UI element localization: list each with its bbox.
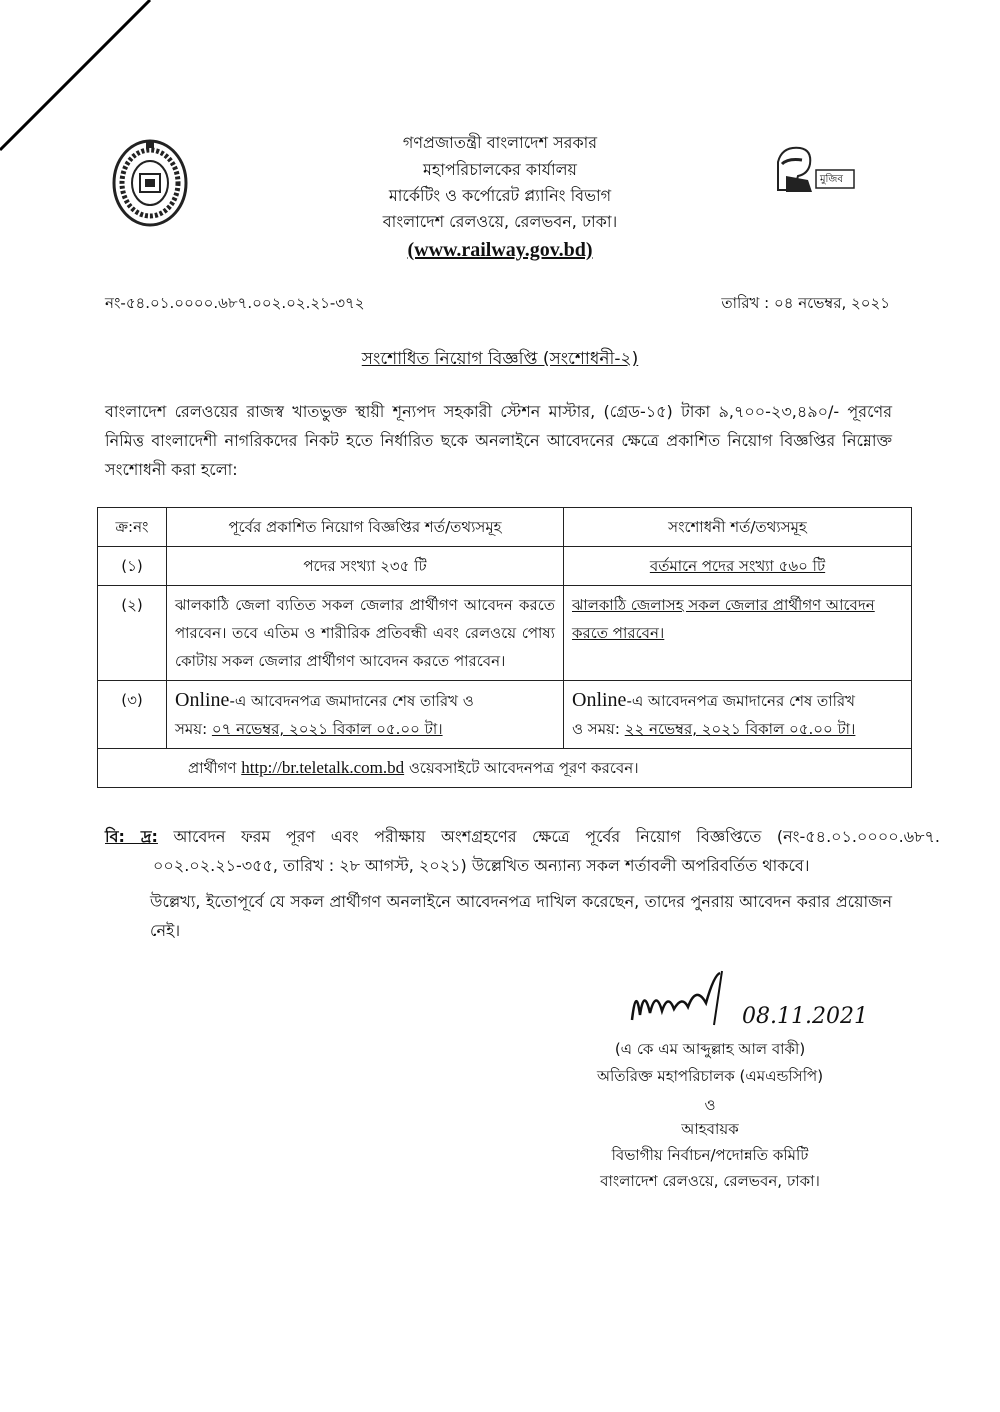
row-previous: ঝালকাঠি জেলা ব্যতিত সকল জেলার প্রার্থীগণ আবেদন করতে পারবেন। তবে এতিম ও শারীরিক প্রতিবন্ধী এবং রেলওয়ে পোষ্য কোটায় সকল জেলার প্রার্থীগণ আবেদন করতে পারবেন।: [167, 586, 564, 681]
row-previous: Online-এ আবেদনপত্র জমাদানের শেষ তারিখ ও সময়: ০৭ নভেম্বর, ২০২১ বিকাল ০৫.০০ টা।: [167, 681, 564, 749]
handwritten-signature: [610, 965, 900, 1040]
signatory-name: (এ কে এম আব্দুল্লাহ আল বাকী): [614, 1040, 806, 1058]
signatory-conjunction: ও: [704, 1096, 716, 1114]
table-row: [98, 681, 912, 749]
row-revised: বর্তমানে পদের সংখ্যা ৫৬০ টি: [649, 557, 826, 575]
row-revised: Online-এ আবেদনপত্র জমাদানের শেষ তারিখ ও সময়: ২২ নভেম্বর, ২০২১ বিকাল ০৫.০০ টা।: [564, 681, 912, 749]
table-header-row: [98, 508, 912, 547]
table-row: [98, 547, 912, 586]
signature-date: 08.11.2021: [742, 1004, 868, 1029]
office-name: মহাপরিচালকের কার্যালয়: [423, 160, 577, 179]
department-name: মার্কেটিং ও কর্পোরেট প্ল্যানিং বিভাগ: [388, 186, 612, 205]
row-serial: (২): [98, 586, 167, 681]
table-row: [98, 586, 912, 681]
table-footer-row: [98, 749, 912, 788]
govt-name: গণপ্রজাতন্ত্রী বাংলাদেশ সরকার: [402, 133, 598, 152]
intro-paragraph: বাংলাদেশ রেলওয়ের রাজস্ব খাতভুক্ত স্থায়ী শূন্যপদ সহকারী স্টেশন মাস্টার, (গ্রেড-১৫) টাকা ৯,৭০০-২৩,৪৯০/- পূরণের নিমিত্ত বাংলাদেশী নাগরিকদের নিকট হতে নির্ধারিত ছকে অনলাইনে আবেদনের ক্ষেত্রে প্রকাশিত নিয়োগ বিজ্ঞপ্তির নিম্নোক্ত সংশোধনী করা হলো:: [105, 402, 892, 479]
mujib-badge-text: মুজিব: [820, 174, 843, 185]
row-previous: পদের সংখ্যা ২৩৫ টি: [167, 547, 564, 586]
signatory-office: বাংলাদেশ রেলওয়ে, রেলভবন, ঢাকা।: [600, 1172, 820, 1190]
note-text: আবেদন ফরম পূরণ এবং পরীক্ষায় অংশগ্রহণের ক্ষেত্রে পূর্বের নিয়োগ বিজ্ঞপ্তিতে (নং-৫৪.০১.০০০০.৬৮৭. ০০২.০২.২১-৩৫৫, তারিখ : ২৮ আগস্ট, ২০২১) উল্লেখিত অন্যান্য সকল শর্তাবলী অপরিবর্তিত থাকবে।: [153, 827, 940, 875]
memo-date: তারিখ : ০৪ নভেম্বর, ২০২১: [721, 294, 890, 312]
note-paragraph: [105, 822, 940, 880]
header-previous: পূর্বের প্রকাশিত নিয়োগ বিজ্ঞপ্তির শর্ত/তথ্যসমূহ: [167, 508, 564, 547]
note-label: বি: দ্র:: [105, 827, 158, 846]
row-serial: (৩): [98, 681, 167, 749]
signatory-committee: বিভাগীয় নির্বাচন/পদোন্নতি কমিটি: [611, 1146, 809, 1164]
signatory-role: আহবায়ক: [681, 1120, 739, 1138]
row-serial: (১): [98, 547, 167, 586]
notice-title: সংশোধিত নিয়োগ বিজ্ঞপ্তি (সংশোধনী-২): [361, 349, 639, 369]
website-link[interactable]: (www.railway.gov.bd): [407, 239, 593, 261]
apply-instruction: প্রার্থীগণ http://br.teletalk.com.bd ওয়েবসাইটে আবেদনপত্র পূরণ করবেন।: [98, 749, 912, 788]
remark-paragraph: উল্লেখ্য, ইতোপূর্বে যে সকল প্রার্থীগণ অনলাইনে আবেদনপত্র দাখিল করেছেন, তাদের পুনরায় আবেদন করার প্রয়োজন নেই।: [150, 892, 892, 940]
teletalk-link[interactable]: http://br.teletalk.com.bd: [241, 758, 405, 777]
header-serial: ক্র:নং: [98, 508, 167, 547]
amendment-table: [97, 507, 912, 788]
memo-number: নং-৫৪.০১.০০০০.৬৮৭.০০২.০২.২১-৩৭২: [105, 294, 365, 312]
header-revised: সংশোধনী শর্ত/তথ্যসমূহ: [564, 508, 912, 547]
row-revised: ঝালকাঠি জেলাসহ সকল জেলার প্রার্থীগণ আবেদন করতে পারবেন।: [572, 596, 875, 642]
organization-address: বাংলাদেশ রেলওয়ে, রেলভবন, ঢাকা।: [382, 212, 618, 231]
signatory-designation: অতিরিক্ত মহাপরিচালক (এমএন্ডসিপি): [596, 1067, 824, 1085]
